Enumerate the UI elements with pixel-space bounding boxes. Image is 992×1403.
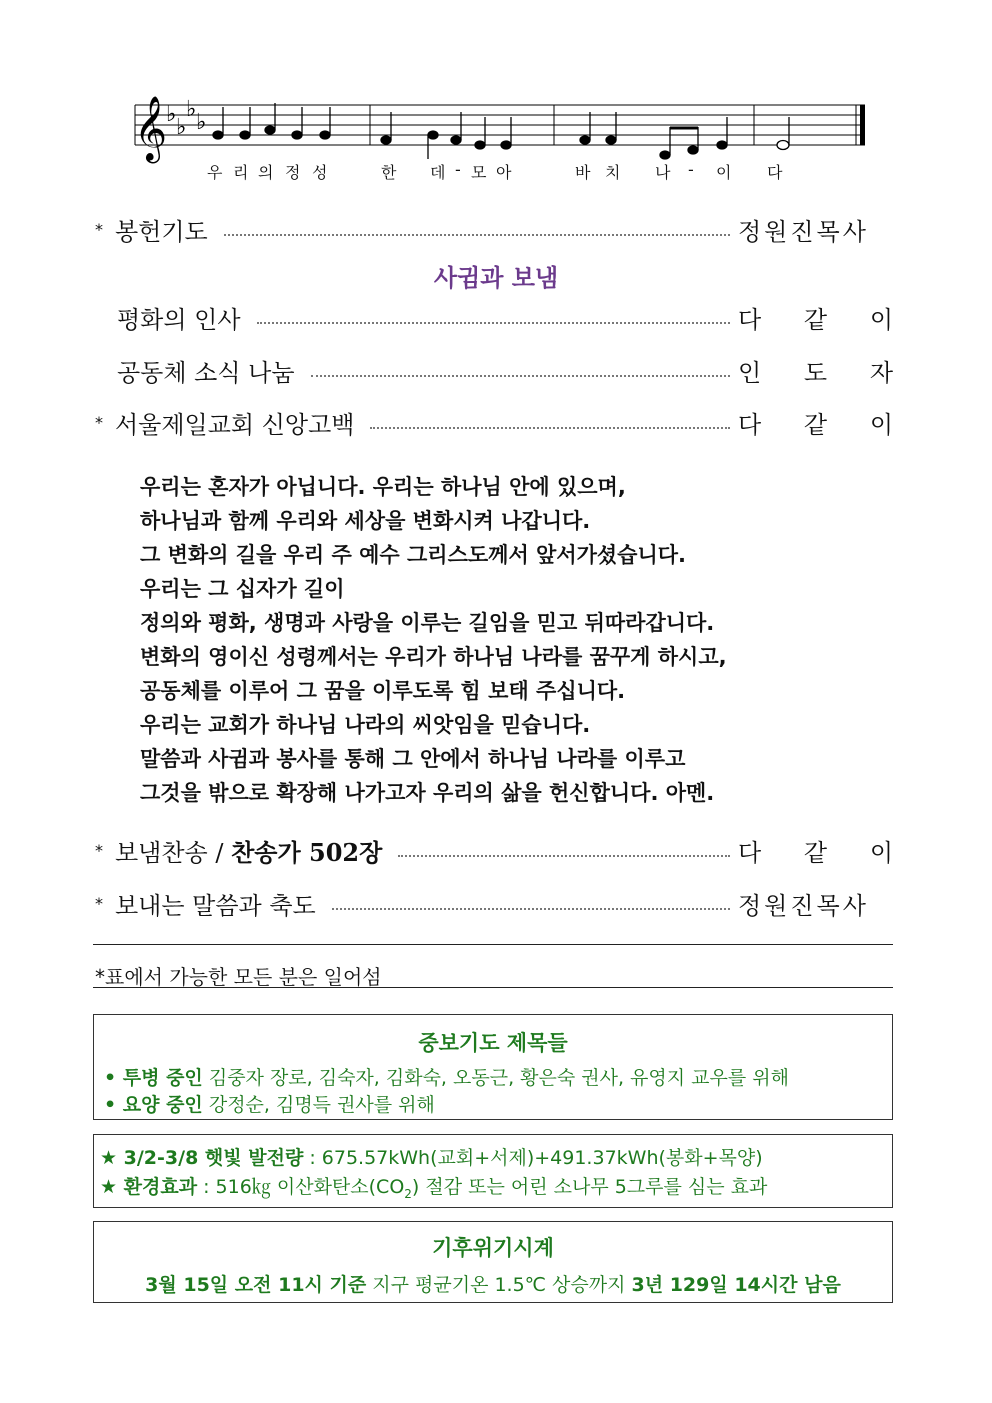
creed-line: 우리는 혼자가 아닙니다. 우리는 하나님 안에 있으며, xyxy=(140,475,626,499)
item-label: 평화의 인사 xyxy=(117,305,241,334)
solar-box xyxy=(93,1134,893,1208)
creed-line: 공동체를 이루어 그 꿈을 이루도록 힘 보태 주십니다. xyxy=(140,679,626,703)
item-leader: 다 같 이 xyxy=(738,305,893,334)
standing-marker: * xyxy=(95,412,103,432)
lyric-syllable: 우 xyxy=(207,163,224,182)
lyric-syllable: 의 xyxy=(258,163,275,182)
notes xyxy=(213,103,789,159)
lyric-syllable: 리 xyxy=(233,163,250,182)
lyric-syllable: - xyxy=(455,160,462,179)
creed-row xyxy=(95,405,893,439)
creed-text xyxy=(140,470,900,810)
sending-hymn-row xyxy=(95,833,893,867)
key-signature-icon xyxy=(166,97,206,140)
item-leader: 다 같 이 xyxy=(738,410,893,439)
item-leader: 정원진목사 xyxy=(738,891,869,920)
lyric-syllable: 성 xyxy=(312,163,329,182)
leader-dots xyxy=(370,427,730,429)
lyric-syllable: 나 xyxy=(655,163,672,182)
offering-prayer-row xyxy=(95,212,893,246)
item-leader: 인 도 자 xyxy=(738,358,893,387)
news-row xyxy=(95,353,893,387)
item-label: 서울제일교회 신앙고백 xyxy=(115,410,355,439)
greeting-row xyxy=(95,300,893,334)
lyric-syllable: 이 xyxy=(716,163,733,182)
standing-marker: * xyxy=(95,219,103,239)
svg-text:♭: ♭ xyxy=(166,102,177,127)
lyric-syllable: - xyxy=(688,160,695,179)
hymn-lyrics xyxy=(195,160,835,184)
creed-line: 우리는 교회가 하나님 나라의 씨앗임을 믿습니다. xyxy=(140,713,591,737)
lyric-syllable: 바 xyxy=(575,163,592,182)
creed-line: 하나님과 함께 우리와 세상을 변화시켜 나갑니다. xyxy=(140,509,591,533)
creed-line: 정의와 평화, 생명과 사랑을 이루는 길임을 믿고 뒤따라갑니다. xyxy=(140,611,715,635)
standing-marker: * xyxy=(95,840,103,860)
prayer-line: • 투병 중인 김중자 장로, 김숙자, 김화숙, 오동근, 황은숙 권사, 유영지 교우를 위해 xyxy=(104,1067,789,1089)
prayer-line: • 요양 중인 강정순, 김명득 권사를 위해 xyxy=(104,1094,435,1116)
climate-box-title: 기후위기시계 xyxy=(432,1236,554,1260)
leader-dots xyxy=(311,375,730,377)
lyric-syllable: 한 xyxy=(381,163,398,182)
lyric-syllable: 데 xyxy=(430,163,447,182)
treble-clef-icon: 𝄞 xyxy=(134,96,168,161)
creed-line: 변화의 영이신 성령께서는 우리가 하나님 나라를 꿈꾸게 하시고, xyxy=(140,645,727,669)
creed-line: 우리는 그 십자가 길이 xyxy=(140,577,345,601)
prayer-box-title: 중보기도 제목들 xyxy=(418,1031,568,1055)
lyric-syllable: 치 xyxy=(605,163,622,182)
standing-marker: * xyxy=(95,893,103,913)
item-label: 공동체 소식 나눔 xyxy=(117,358,295,387)
lyric-syllable: 아 xyxy=(496,163,513,182)
leader-dots xyxy=(398,855,730,857)
creed-line: 그 변화의 길을 우리 주 예수 그리스도께서 앞서가셨습니다. xyxy=(140,543,687,567)
item-label: 보냄찬송 / 찬송가 502장 xyxy=(115,837,383,867)
divider xyxy=(93,987,893,988)
item-leader: 다 같 이 xyxy=(738,838,893,867)
lyric-syllable: 모 xyxy=(471,163,488,182)
section-title: 사귐과 보냄 xyxy=(433,264,559,292)
item-label: 보내는 말씀과 축도 xyxy=(115,891,316,920)
lyric-syllable: 다 xyxy=(767,163,784,182)
solar-line: ★ 환경효과 : 516㎏ 이산화탄소$(CO_2)$ 절감 또는 어린 소나무 5그루를 심는 효과 xyxy=(100,1176,768,1201)
item-leader: 정원진목사 xyxy=(738,217,869,246)
divider xyxy=(93,944,893,945)
creed-line: 말씀과 사귐과 봉사를 통해 그 안에서 하나님 나라를 이루고 xyxy=(140,747,686,771)
svg-text:♭: ♭ xyxy=(196,110,207,135)
creed-line: 그것을 밖으로 확장해 나가고자 우리의 삶을 헌신합니다. 아멘. xyxy=(140,781,715,805)
leader-dots xyxy=(332,908,730,910)
benediction-row xyxy=(95,886,893,920)
leader-dots xyxy=(257,322,730,324)
prayer-box xyxy=(93,1014,893,1120)
lyric-syllable: 정 xyxy=(285,163,302,182)
leader-dots xyxy=(224,234,730,236)
svg-text:♭: ♭ xyxy=(176,115,187,140)
svg-text:♭: ♭ xyxy=(186,97,197,122)
climate-line: 3월 15일 오전 11시 기준 지구 평균기온 1.5℃ 상승까지 3년 129일 14시간 남음 xyxy=(145,1274,841,1296)
climate-box xyxy=(93,1221,893,1303)
item-label: 봉헌기도 xyxy=(115,217,208,246)
solar-line: ★ 3/2-3/8 햇빛 발전량 : 675.57kWh(교회+서제)+491.37kWh(봉화+목양) xyxy=(100,1147,763,1169)
standing-footnote: *표에서 가능한 모든 분은 일어섬 xyxy=(95,965,382,989)
hymn-staff xyxy=(130,95,870,165)
